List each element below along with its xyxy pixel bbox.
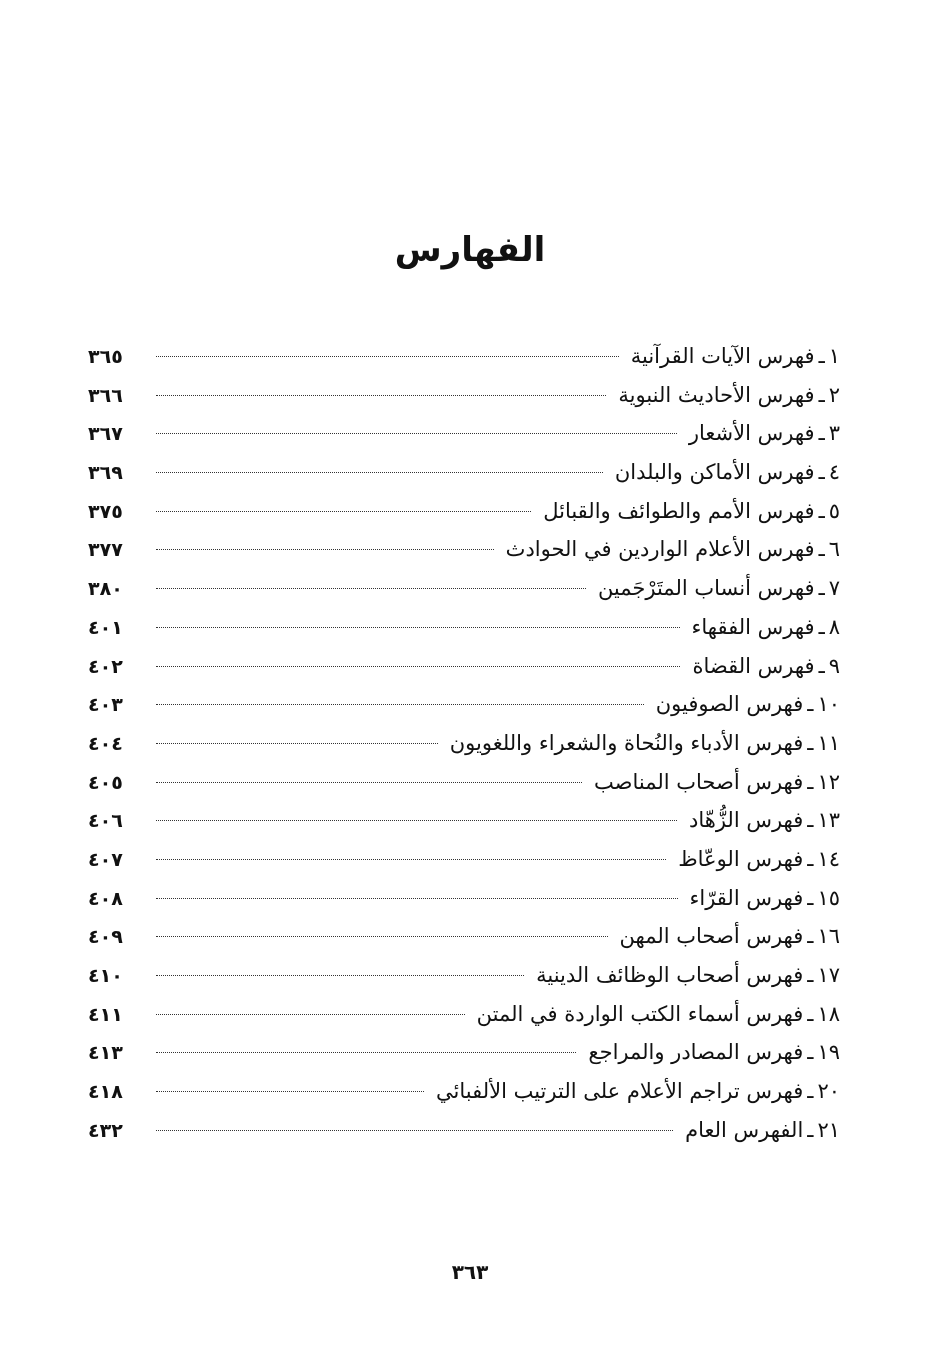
entry-number: ٨ <box>828 614 840 639</box>
entry-title: الفهرس العام <box>685 1117 804 1142</box>
entry-separator: ـ <box>807 692 814 717</box>
dotted-leader <box>156 472 603 473</box>
entry-separator: ـ <box>818 614 825 639</box>
entry-title: فهرس الصوفيون <box>655 692 804 717</box>
dotted-leader <box>156 975 524 976</box>
entry-number: ١ <box>828 344 840 368</box>
entry-title: فهرس الأشعار <box>688 421 815 446</box>
toc-entry <box>88 376 840 415</box>
entry-separator: ـ <box>807 1079 814 1104</box>
entry-number: ١٢ <box>817 769 840 794</box>
entry-page-number: ٣٦٧ <box>88 423 123 446</box>
toc-entry <box>88 1072 840 1111</box>
entry-page-number: ٣٧٧ <box>88 539 123 562</box>
dotted-leader <box>156 936 608 937</box>
entry-title: فهرس أسماء الكتب الواردة في المتن <box>476 1001 804 1026</box>
entry-separator: ـ <box>818 344 825 368</box>
dotted-leader <box>156 356 619 357</box>
entry-title: فهرس المصادر والمراجع <box>588 1040 804 1065</box>
entry-number: ٦ <box>828 537 840 562</box>
entry-page-number: ٤٠٩ <box>88 926 123 949</box>
entry-number: ٣ <box>828 421 840 446</box>
entry-number: ١١ <box>817 730 840 755</box>
table-of-contents <box>88 337 840 1149</box>
dotted-leader <box>156 1014 465 1015</box>
dotted-leader <box>156 704 644 705</box>
dotted-leader <box>156 627 680 628</box>
entry-separator: ـ <box>807 963 814 987</box>
entry-number: ١٠ <box>817 692 840 717</box>
toc-entry <box>88 647 840 686</box>
entry-number: ١٨ <box>817 1001 840 1026</box>
entry-title: فهرس الأحاديث النبوية <box>618 382 815 407</box>
entry-separator: ـ <box>807 885 814 910</box>
entry-page-number: ٤٠٦ <box>88 810 123 833</box>
entry-page-number: ٣٨٠ <box>88 578 123 601</box>
entry-separator: ـ <box>818 576 825 601</box>
toc-entry <box>88 1033 840 1072</box>
entry-title: فهرس الآيات القرآنية <box>630 344 815 368</box>
entry-number: ١٩ <box>817 1040 840 1065</box>
entry-separator: ـ <box>818 421 825 446</box>
entry-separator: ـ <box>807 1001 814 1026</box>
toc-entry <box>88 840 840 879</box>
entry-page-number: ٤٠٥ <box>88 771 123 794</box>
entry-separator: ـ <box>807 924 814 949</box>
entry-separator: ـ <box>818 460 825 485</box>
entry-title: فهرس أصحاب المهن <box>619 924 804 949</box>
entry-title: فهرس الوعّاظ <box>678 846 804 871</box>
entry-page-number: ٤٠٢ <box>88 655 123 678</box>
entry-number: ١٥ <box>817 885 840 910</box>
page-title: الفهارس <box>394 230 546 270</box>
toc-entry <box>88 569 840 608</box>
entry-number: ٧ <box>828 576 840 601</box>
entry-page-number: ٤١١ <box>88 1003 123 1026</box>
entry-page-number: ٤١٠ <box>88 965 123 987</box>
entry-number: ٤ <box>828 460 840 485</box>
dotted-leader <box>156 1130 673 1131</box>
entry-title: فهرس القرّاء <box>689 885 804 910</box>
dotted-leader <box>156 1052 576 1053</box>
toc-entry <box>88 685 840 724</box>
entry-separator: ـ <box>807 1040 814 1065</box>
entry-page-number: ٣٦٦ <box>88 384 123 407</box>
entry-title: فهرس الأدباء والنُحاة والشعراء واللغويون <box>449 730 804 755</box>
dotted-leader <box>156 820 677 821</box>
entry-page-number: ٤٠٨ <box>88 887 123 910</box>
dotted-leader <box>156 898 678 899</box>
entry-separator: ـ <box>818 382 825 407</box>
entry-number: ١٦ <box>817 924 840 949</box>
page-number: ٣٦٣ <box>451 1260 489 1284</box>
toc-entry <box>88 724 840 763</box>
toc-entry <box>88 879 840 918</box>
entry-title: فهرس الأمم والطوائف والقبائل <box>543 498 815 523</box>
toc-entry <box>88 337 840 376</box>
dotted-leader <box>156 588 586 589</box>
entry-number: ٢١ <box>817 1117 840 1142</box>
entry-number: ٢٠ <box>817 1079 840 1104</box>
dotted-leader <box>156 549 494 550</box>
entry-number: ٢ <box>828 382 840 407</box>
entry-separator: ـ <box>807 808 814 833</box>
entry-number: ١٤ <box>817 846 840 871</box>
entry-page-number: ٣٦٩ <box>88 462 123 485</box>
entry-page-number: ٤٠٣ <box>88 694 123 717</box>
toc-entry <box>88 1111 840 1150</box>
entry-title: فهرس الأماكن والبلدان <box>614 460 815 485</box>
dotted-leader <box>156 1091 424 1092</box>
entry-page-number: ٤١٨ <box>88 1081 123 1104</box>
entry-title: فهرس الفقهاء <box>691 614 815 639</box>
entry-title: فهرس أصحاب الوظائف الدينية <box>536 963 804 987</box>
toc-entry <box>88 530 840 569</box>
toc-entry <box>88 763 840 802</box>
entry-separator: ـ <box>818 498 825 523</box>
entry-title: فهرس الأعلام الواردين في الحوادث <box>505 537 815 562</box>
dotted-leader <box>156 666 680 667</box>
entry-title: فهرس تراجم الأعلام على الترتيب الألفبائي <box>436 1079 804 1104</box>
toc-entry <box>88 801 840 840</box>
dotted-leader <box>156 433 677 434</box>
toc-entry <box>88 453 840 492</box>
entry-title: فهرس الزُّهّاد <box>689 808 804 833</box>
entry-number: ٩ <box>828 653 840 678</box>
entry-separator: ـ <box>807 846 814 871</box>
entry-title: فهرس أنساب المتَرْجَمين <box>597 576 815 601</box>
entry-separator: ـ <box>807 769 814 794</box>
entry-number: ١٧ <box>817 963 840 987</box>
entry-page-number: ٣٦٥ <box>88 346 123 368</box>
dotted-leader <box>156 782 582 783</box>
entry-separator: ـ <box>807 1117 814 1142</box>
entry-number: ٥ <box>828 498 840 523</box>
entry-page-number: ٤٠٤ <box>88 732 123 755</box>
dotted-leader <box>156 395 606 396</box>
dotted-leader <box>156 859 666 860</box>
entry-title: فهرس أصحاب المناصب <box>594 769 804 794</box>
entry-separator: ـ <box>807 730 814 755</box>
entry-page-number: ٣٧٥ <box>88 500 123 523</box>
entry-page-number: ٤١٣ <box>88 1042 123 1065</box>
dotted-leader <box>156 743 438 744</box>
toc-entry <box>88 492 840 531</box>
dotted-leader <box>156 511 531 512</box>
toc-entry <box>88 608 840 647</box>
entry-page-number: ٤٣٢ <box>88 1119 123 1142</box>
toc-entry <box>88 917 840 956</box>
entry-title: فهرس القضاة <box>692 653 815 678</box>
toc-entry <box>88 414 840 453</box>
entry-number: ١٣ <box>817 808 840 833</box>
entry-page-number: ٤٠٧ <box>88 848 123 871</box>
entry-separator: ـ <box>818 537 825 562</box>
entry-separator: ـ <box>818 653 825 678</box>
entry-page-number: ٤٠١ <box>88 616 123 639</box>
toc-entry <box>88 995 840 1034</box>
toc-entry <box>88 956 840 995</box>
